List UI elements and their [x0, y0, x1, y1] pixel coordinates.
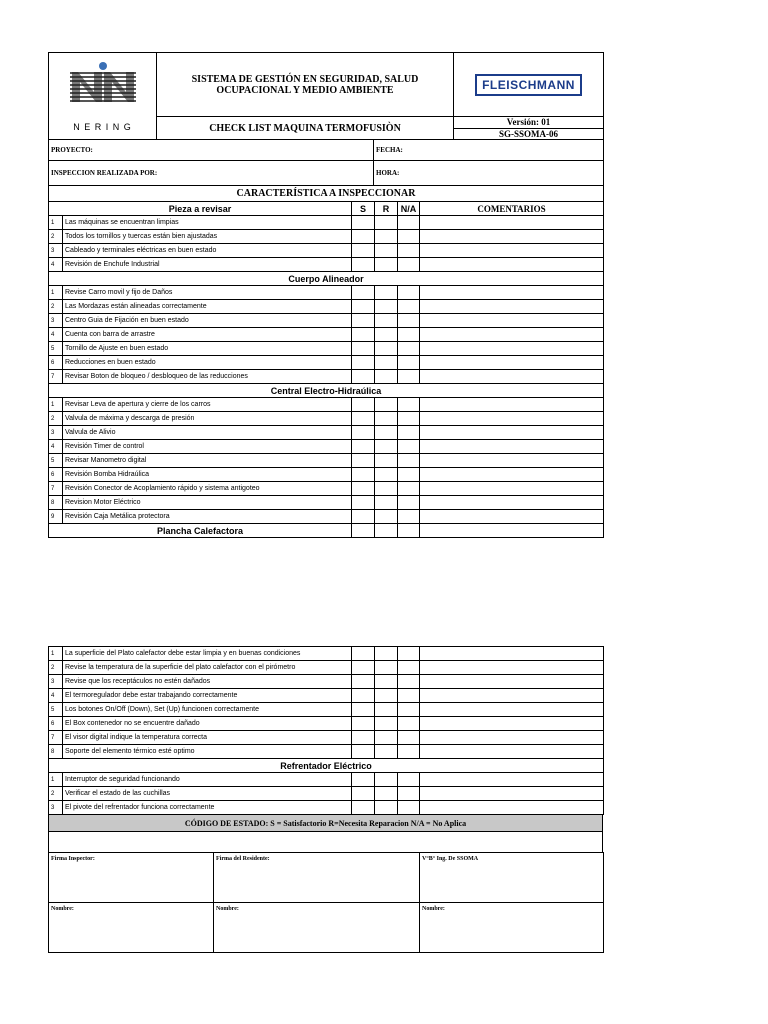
s-checkbox[interactable] [352, 300, 375, 314]
s-checkbox[interactable] [352, 745, 375, 759]
r-checkbox[interactable] [375, 230, 398, 244]
table-row [49, 773, 604, 787]
na-checkbox[interactable] [398, 801, 420, 815]
table-row [49, 328, 604, 342]
r-checkbox[interactable] [375, 258, 398, 272]
item-description: Valvula de máxima y descarga de presión [63, 412, 352, 426]
na-checkbox[interactable] [398, 454, 420, 468]
checklist-title: CHECK LIST MAQUINA TERMOFUSIÒN [157, 117, 454, 140]
item-number: 1 [49, 647, 63, 661]
item-description: Revisar Boton de bloqueo / desbloqueo de las reducciones [63, 370, 352, 384]
table-row [49, 342, 604, 356]
item-number: 4 [49, 258, 63, 272]
s-checkbox[interactable] [352, 647, 375, 661]
item-number: 6 [49, 356, 63, 370]
table-row [49, 647, 604, 661]
s-checkbox[interactable] [352, 216, 375, 230]
table-row [49, 370, 604, 384]
comment-cell[interactable] [420, 717, 604, 731]
item-number: 3 [49, 426, 63, 440]
blank-cell [375, 524, 398, 538]
status-legend: CÓDIGO DE ESTADO: S = Satisfactorio R=Necesita Reparacion N/A = No Aplica [49, 815, 603, 832]
na-checkbox[interactable] [398, 703, 420, 717]
comment-cell[interactable] [420, 661, 604, 675]
comment-cell[interactable] [420, 356, 604, 370]
s-checkbox[interactable] [352, 258, 375, 272]
item-description: Revisión Conector de Acoplamiento rápido y sistema antigoteo [63, 482, 352, 496]
r-checkbox[interactable] [375, 314, 398, 328]
s-checkbox[interactable] [352, 731, 375, 745]
item-description: La superficie del Plato calefactor debe estar limpia y en buenas condiciones [63, 647, 352, 661]
s-checkbox[interactable] [352, 661, 375, 675]
na-checkbox[interactable] [398, 342, 420, 356]
s-checkbox[interactable] [352, 510, 375, 524]
table-row [49, 314, 604, 328]
item-description: Soporte del elemento térmico esté optimo [63, 745, 352, 759]
item-description: Los botones On/Off (Down), Set (Up) funcionen correctamente [63, 703, 352, 717]
comment-cell[interactable] [420, 412, 604, 426]
na-checkbox[interactable] [398, 328, 420, 342]
r-checkbox[interactable] [375, 440, 398, 454]
col-r: R [375, 202, 398, 216]
hora-field[interactable]: HORA: [374, 161, 604, 186]
table-row [49, 496, 604, 510]
r-checkbox[interactable] [375, 300, 398, 314]
r-checkbox[interactable] [375, 745, 398, 759]
na-checkbox[interactable] [398, 426, 420, 440]
s-checkbox[interactable] [352, 787, 375, 801]
comment-cell[interactable] [420, 216, 604, 230]
s-checkbox[interactable] [352, 440, 375, 454]
s-checkbox[interactable] [352, 370, 375, 384]
comment-cell[interactable] [420, 314, 604, 328]
comment-cell[interactable] [420, 745, 604, 759]
item-description: Cableado y terminales eléctricas en buen estado [63, 244, 352, 258]
na-checkbox[interactable] [398, 731, 420, 745]
item-description: Revise la temperatura de la superficie del plato calefactor con el pirómetro [63, 661, 352, 675]
s-checkbox[interactable] [352, 230, 375, 244]
comment-cell[interactable] [420, 454, 604, 468]
r-checkbox[interactable] [375, 328, 398, 342]
item-number: 5 [49, 454, 63, 468]
r-checkbox[interactable] [375, 689, 398, 703]
nombre-inspector-field[interactable]: Nombre: [49, 903, 214, 953]
checklist-page-1 [48, 52, 603, 538]
item-number: 4 [49, 328, 63, 342]
comment-cell[interactable] [420, 342, 604, 356]
na-checkbox[interactable] [398, 745, 420, 759]
item-number: 7 [49, 370, 63, 384]
item-number: 2 [49, 300, 63, 314]
col-na: N/A [398, 202, 420, 216]
item-number: 3 [49, 675, 63, 689]
item-description: El Box contenedor no se encuentre dañado [63, 717, 352, 731]
info-table [48, 139, 604, 186]
inspection-table-1 [48, 185, 604, 538]
comment-cell[interactable] [420, 300, 604, 314]
item-number: 6 [49, 468, 63, 482]
table-row [49, 482, 604, 496]
comment-cell[interactable] [420, 731, 604, 745]
item-description: Revise Carro movil y fijo de Daños [63, 286, 352, 300]
r-checkbox[interactable] [375, 426, 398, 440]
item-description: Las Mordazas están alineadas correctamente [63, 300, 352, 314]
r-checkbox[interactable] [375, 675, 398, 689]
comment-cell[interactable] [420, 370, 604, 384]
r-checkbox[interactable] [375, 356, 398, 370]
table-row [49, 468, 604, 482]
table-row [49, 454, 604, 468]
comment-cell[interactable] [420, 286, 604, 300]
item-number: 5 [49, 342, 63, 356]
col-item: Pieza a revisar [49, 202, 352, 216]
main-heading: CARACTERÍSTICA A INSPECCIONAR [49, 186, 604, 202]
na-checkbox[interactable] [398, 496, 420, 510]
r-checkbox[interactable] [375, 496, 398, 510]
table-row [49, 745, 604, 759]
proyecto-field[interactable]: PROYECTO: [49, 140, 374, 161]
r-checkbox[interactable] [375, 647, 398, 661]
nering-logo-icon [66, 60, 140, 120]
blank-cell [352, 524, 375, 538]
table-row [49, 398, 604, 412]
s-checkbox[interactable] [352, 689, 375, 703]
r-checkbox[interactable] [375, 286, 398, 300]
na-checkbox[interactable] [398, 661, 420, 675]
table-row [49, 689, 604, 703]
system-title: SISTEMA DE GESTIÓN EN SEGURIDAD, SALUD OCUPACIONAL Y MEDIO AMBIENTE [157, 53, 454, 117]
comment-cell[interactable] [420, 703, 604, 717]
table-row [49, 258, 604, 272]
item-number: 8 [49, 496, 63, 510]
r-checkbox[interactable] [375, 482, 398, 496]
s-checkbox[interactable] [352, 328, 375, 342]
blank-cell [398, 524, 420, 538]
r-checkbox[interactable] [375, 801, 398, 815]
section-header-row [49, 759, 604, 773]
na-checkbox[interactable] [398, 356, 420, 370]
s-checkbox[interactable] [352, 412, 375, 426]
checklist-page-2 [48, 646, 603, 953]
na-checkbox[interactable] [398, 258, 420, 272]
item-number: 9 [49, 510, 63, 524]
item-number: 7 [49, 731, 63, 745]
comment-cell[interactable] [420, 258, 604, 272]
comment-cell[interactable] [420, 689, 604, 703]
nombre-residente-field[interactable]: Nombre: [214, 903, 420, 953]
na-checkbox[interactable] [398, 689, 420, 703]
comment-cell[interactable] [420, 482, 604, 496]
item-number: 4 [49, 440, 63, 454]
table-row [49, 230, 604, 244]
s-checkbox[interactable] [352, 496, 375, 510]
s-checkbox[interactable] [352, 356, 375, 370]
table-row [49, 703, 604, 717]
item-description: Interruptor de seguridad funcionando [63, 773, 352, 787]
signature-table [48, 852, 604, 953]
s-checkbox[interactable] [352, 398, 375, 412]
comment-cell[interactable] [420, 398, 604, 412]
section-title: Central Electro-Hidraúlica [49, 384, 604, 398]
na-checkbox[interactable] [398, 230, 420, 244]
item-number: 1 [49, 773, 63, 787]
s-checkbox[interactable] [352, 314, 375, 328]
r-checkbox[interactable] [375, 216, 398, 230]
section-title: Plancha Calefactora [49, 524, 352, 538]
r-checkbox[interactable] [375, 510, 398, 524]
s-checkbox[interactable] [352, 482, 375, 496]
firma-residente-field[interactable]: Firma del Residente: [214, 853, 420, 903]
table-row [49, 216, 604, 230]
item-description: Revisión Timer de control [63, 440, 352, 454]
comment-cell[interactable] [420, 787, 604, 801]
brand-cell [454, 53, 604, 117]
comment-cell[interactable] [420, 426, 604, 440]
section-header-row [49, 272, 604, 286]
na-checkbox[interactable] [398, 468, 420, 482]
table-row [49, 440, 604, 454]
inspeccion-field[interactable]: INSPECCION REALIZADA POR: [49, 161, 374, 186]
item-number: 2 [49, 661, 63, 675]
blank-row [49, 832, 603, 853]
s-checkbox[interactable] [352, 703, 375, 717]
table-row [49, 675, 604, 689]
table-row [49, 717, 604, 731]
r-checkbox[interactable] [375, 244, 398, 258]
na-checkbox[interactable] [398, 773, 420, 787]
r-checkbox[interactable] [375, 370, 398, 384]
item-number: 3 [49, 801, 63, 815]
item-description: Revisión Caja Metálica protectora [63, 510, 352, 524]
blank-cell [420, 524, 604, 538]
na-checkbox[interactable] [398, 787, 420, 801]
r-checkbox[interactable] [375, 342, 398, 356]
item-number: 2 [49, 230, 63, 244]
na-checkbox[interactable] [398, 412, 420, 426]
r-checkbox[interactable] [375, 703, 398, 717]
item-description: Todos los tornillos y tuercas están bien ajustadas [63, 230, 352, 244]
comment-cell[interactable] [420, 647, 604, 661]
na-checkbox[interactable] [398, 398, 420, 412]
item-number: 1 [49, 286, 63, 300]
s-checkbox[interactable] [352, 468, 375, 482]
inspection-table-2 [48, 646, 604, 815]
item-description: El pivote del refrentador funciona correctamente [63, 801, 352, 815]
header-table [48, 52, 604, 140]
item-description: Tornillo de Ajuste en buen estado [63, 342, 352, 356]
comment-cell[interactable] [420, 801, 604, 815]
comment-cell[interactable] [420, 496, 604, 510]
r-checkbox[interactable] [375, 731, 398, 745]
comment-cell[interactable] [420, 510, 604, 524]
status-table [48, 814, 603, 853]
item-number: 5 [49, 703, 63, 717]
table-row [49, 787, 604, 801]
item-description: Cuenta con barra de arrastre [63, 328, 352, 342]
na-checkbox[interactable] [398, 370, 420, 384]
vb-ssoma-field[interactable]: V°B° Ing. De SSOMA [420, 853, 604, 903]
section-title: Cuerpo Alineador [49, 272, 604, 286]
company-logo [49, 53, 157, 140]
r-checkbox[interactable] [375, 773, 398, 787]
table-row [49, 510, 604, 524]
r-checkbox[interactable] [375, 454, 398, 468]
s-checkbox[interactable] [352, 773, 375, 787]
na-checkbox[interactable] [398, 314, 420, 328]
na-checkbox[interactable] [398, 510, 420, 524]
item-number: 7 [49, 482, 63, 496]
table-row [49, 661, 604, 675]
item-number: 8 [49, 745, 63, 759]
item-number: 2 [49, 787, 63, 801]
comment-cell[interactable] [420, 230, 604, 244]
item-number: 2 [49, 412, 63, 426]
item-description: Revisar Manometro digital [63, 454, 352, 468]
version-label: Versión: 01 [454, 117, 603, 129]
table-row [49, 412, 604, 426]
r-checkbox[interactable] [375, 661, 398, 675]
item-number: 3 [49, 244, 63, 258]
table-row [49, 801, 604, 815]
item-number: 1 [49, 398, 63, 412]
item-description: Centro Guia de Fijación en buen estado [63, 314, 352, 328]
s-checkbox[interactable] [352, 342, 375, 356]
table-row [49, 731, 604, 745]
r-checkbox[interactable] [375, 717, 398, 731]
na-checkbox[interactable] [398, 482, 420, 496]
item-description: Revisar Leva de apertura y cierre de los carros [63, 398, 352, 412]
na-checkbox[interactable] [398, 647, 420, 661]
item-description: Las máquinas se encuentran limpias [63, 216, 352, 230]
item-description: El termoregulador debe estar trabajando correctamente [63, 689, 352, 703]
s-checkbox[interactable] [352, 717, 375, 731]
item-description: El visor digital indique la temperatura correcta [63, 731, 352, 745]
table-row [49, 244, 604, 258]
na-checkbox[interactable] [398, 300, 420, 314]
logo-text: N E R I N G [73, 122, 132, 132]
s-checkbox[interactable] [352, 244, 375, 258]
na-checkbox[interactable] [398, 717, 420, 731]
item-number: 4 [49, 689, 63, 703]
item-description: Verificar el estado de las cuchillas [63, 787, 352, 801]
na-checkbox[interactable] [398, 440, 420, 454]
item-number: 3 [49, 314, 63, 328]
comment-cell[interactable] [420, 468, 604, 482]
r-checkbox[interactable] [375, 412, 398, 426]
na-checkbox[interactable] [398, 675, 420, 689]
document-code: SG-SSOMA-06 [498, 129, 558, 139]
col-comments: COMENTARIOS [420, 202, 604, 216]
s-checkbox[interactable] [352, 675, 375, 689]
table-row [49, 286, 604, 300]
comment-cell[interactable] [420, 773, 604, 787]
s-checkbox[interactable] [352, 426, 375, 440]
comment-cell[interactable] [420, 675, 604, 689]
comment-cell[interactable] [420, 440, 604, 454]
na-checkbox[interactable] [398, 244, 420, 258]
table-row [49, 426, 604, 440]
nombre-ssoma-field[interactable]: Nombre: [420, 903, 604, 953]
section-title: Refrentador Eléctrico [49, 759, 604, 773]
item-description: Revisión Bomba Hidraúlica [63, 468, 352, 482]
item-description: Revisión de Enchufe Industrial [63, 258, 352, 272]
version-cell [454, 117, 604, 140]
s-checkbox[interactable] [352, 454, 375, 468]
table-row [49, 300, 604, 314]
r-checkbox[interactable] [375, 787, 398, 801]
item-description: Reducciones en buen estado [63, 356, 352, 370]
col-s: S [352, 202, 375, 216]
section-header-row [49, 384, 604, 398]
item-description: Revise que los receptáculos no estén dañados [63, 675, 352, 689]
s-checkbox[interactable] [352, 286, 375, 300]
na-checkbox[interactable] [398, 216, 420, 230]
item-description: Revision Motor Eléctrico [63, 496, 352, 510]
s-checkbox[interactable] [352, 801, 375, 815]
fecha-field[interactable]: FECHA: [374, 140, 604, 161]
brand-logo: FLEISCHMANN [475, 74, 582, 96]
r-checkbox[interactable] [375, 468, 398, 482]
item-number: 1 [49, 216, 63, 230]
firma-inspector-field[interactable]: Firma Inspector: [49, 853, 214, 903]
item-description: Valvula de Alivio [63, 426, 352, 440]
comment-cell[interactable] [420, 328, 604, 342]
r-checkbox[interactable] [375, 398, 398, 412]
table-row [49, 356, 604, 370]
item-number: 6 [49, 717, 63, 731]
na-checkbox[interactable] [398, 286, 420, 300]
comment-cell[interactable] [420, 244, 604, 258]
section-header-row [49, 524, 604, 538]
